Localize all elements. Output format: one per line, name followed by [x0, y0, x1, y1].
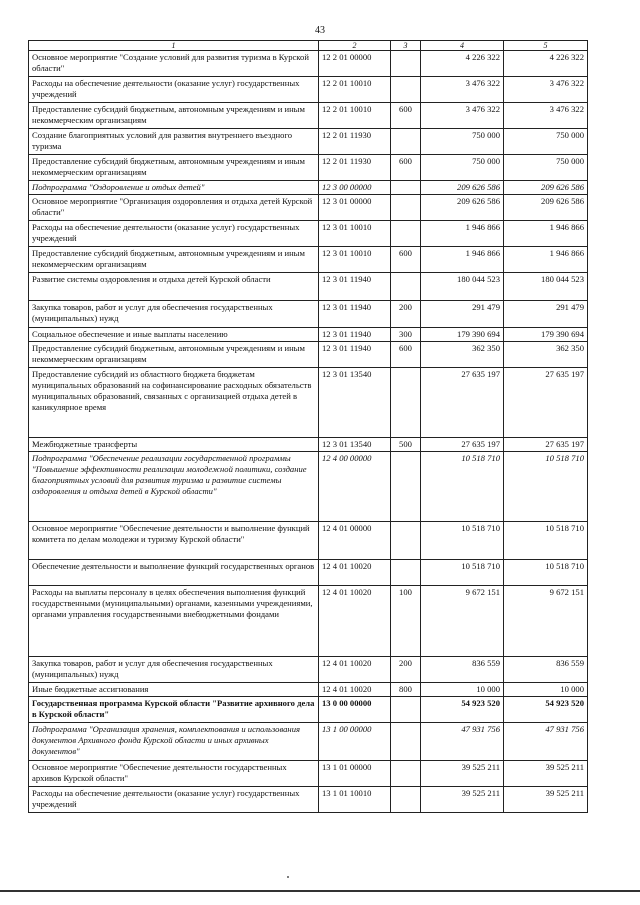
cell-sum-1: 1 946 866	[421, 221, 504, 247]
cell-sum-1: 1 946 866	[421, 247, 504, 273]
cell-sum-1: 39 525 211	[421, 761, 504, 787]
cell-sum-2: 209 626 586	[504, 195, 588, 221]
cell-code: 12 3 01 11940	[319, 328, 391, 342]
cell-name: Предоставление субсидий бюджетным, автономным учреждениям и иным некоммерческим организациям	[29, 342, 319, 368]
table-row	[29, 761, 588, 787]
header-col-sum-1: 4	[421, 41, 504, 51]
cell-vr	[391, 129, 421, 155]
cell-name: Расходы на выплаты персоналу в целях обеспечения выполнения функций государственными (муниципальными) органами, казенными учреждениями, органами управления государственными внебюджетными фондами	[29, 586, 319, 657]
table-row	[29, 77, 588, 103]
table-row	[29, 683, 588, 697]
table-row	[29, 368, 588, 438]
budget-table	[28, 40, 588, 813]
cell-sum-2: 39 525 211	[504, 787, 588, 813]
cell-sum-2: 362 350	[504, 342, 588, 368]
cell-name: Расходы на обеспечение деятельности (оказание услуг) государственных учреждений	[29, 77, 319, 103]
cell-name: Основное мероприятие "Организация оздоровления и отдыха детей Курской области"	[29, 195, 319, 221]
page-number: 43	[315, 25, 325, 36]
cell-code: 12 3 01 00000	[319, 195, 391, 221]
cell-sum-1: 10 518 710	[421, 522, 504, 560]
cell-code: 12 2 01 11930	[319, 129, 391, 155]
cell-code: 12 4 01 10020	[319, 560, 391, 586]
cell-sum-2: 27 635 197	[504, 368, 588, 438]
cell-vr: 100	[391, 586, 421, 657]
cell-sum-1: 10 518 710	[421, 452, 504, 522]
cell-code: 12 4 00 00000	[319, 452, 391, 522]
cell-code: 12 3 01 13540	[319, 438, 391, 452]
cell-name: Основное мероприятие "Обеспечение деятельности и выполнение функций комитета по делам молодежи и туризму Курской области"	[29, 522, 319, 560]
cell-vr	[391, 195, 421, 221]
cell-sum-1: 3 476 322	[421, 103, 504, 129]
cell-vr	[391, 77, 421, 103]
cell-sum-2: 27 635 197	[504, 438, 588, 452]
cell-sum-2: 54 923 520	[504, 697, 588, 723]
cell-vr: 600	[391, 342, 421, 368]
cell-sum-1: 180 044 523	[421, 273, 504, 301]
table-row	[29, 522, 588, 560]
cell-sum-1: 10 518 710	[421, 560, 504, 586]
cell-code: 12 2 01 10010	[319, 77, 391, 103]
cell-sum-1: 54 923 520	[421, 697, 504, 723]
cell-code: 12 4 01 10020	[319, 586, 391, 657]
cell-name: Подпрограмма "Оздоровление и отдых детей"	[29, 181, 319, 195]
table-row	[29, 452, 588, 522]
cell-code: 12 3 01 11940	[319, 301, 391, 328]
table-row	[29, 129, 588, 155]
table-row	[29, 697, 588, 723]
header-col-vr: 3	[391, 41, 421, 51]
cell-code: 12 4 01 10020	[319, 683, 391, 697]
table-row	[29, 155, 588, 181]
page-bottom-edge	[0, 890, 640, 892]
table-row	[29, 328, 588, 342]
cell-code: 12 3 01 10010	[319, 247, 391, 273]
cell-sum-1: 27 635 197	[421, 438, 504, 452]
cell-code: 13 1 01 10010	[319, 787, 391, 813]
cell-sum-1: 362 350	[421, 342, 504, 368]
cell-sum-1: 750 000	[421, 129, 504, 155]
cell-sum-2: 10 518 710	[504, 560, 588, 586]
cell-vr: 500	[391, 438, 421, 452]
table-row	[29, 586, 588, 657]
table-row	[29, 723, 588, 761]
cell-sum-2: 4 226 322	[504, 51, 588, 77]
cell-sum-1: 291 479	[421, 301, 504, 328]
cell-name: Расходы на обеспечение деятельности (оказание услуг) государственных учреждений	[29, 787, 319, 813]
cell-code: 12 4 01 10020	[319, 657, 391, 683]
cell-vr: 200	[391, 301, 421, 328]
cell-vr	[391, 51, 421, 77]
cell-vr	[391, 221, 421, 247]
cell-vr: 800	[391, 683, 421, 697]
cell-name: Предоставление субсидий бюджетным, автономным учреждениям и иным некоммерческим организациям	[29, 103, 319, 129]
cell-sum-2: 291 479	[504, 301, 588, 328]
cell-sum-2: 9 672 151	[504, 586, 588, 657]
cell-sum-2: 39 525 211	[504, 761, 588, 787]
cell-name: Основное мероприятие "Создание условий для развития туризма в Курской области"	[29, 51, 319, 77]
table-row	[29, 181, 588, 195]
cell-code: 13 1 00 00000	[319, 723, 391, 761]
cell-name: Предоставление субсидий бюджетным, автономным учреждениям и иным некоммерческим организациям	[29, 155, 319, 181]
cell-code: 12 2 01 00000	[319, 51, 391, 77]
cell-vr	[391, 452, 421, 522]
cell-sum-2: 3 476 322	[504, 77, 588, 103]
cell-sum-2: 1 946 866	[504, 247, 588, 273]
table-row	[29, 103, 588, 129]
table-row	[29, 560, 588, 586]
cell-name: Обеспечение деятельности и выполнение функций государственных органов	[29, 560, 319, 586]
cell-sum-2: 10 518 710	[504, 452, 588, 522]
cell-name: Развитие системы оздоровления и отдыха детей Курской области	[29, 273, 319, 301]
cell-vr	[391, 723, 421, 761]
cell-vr	[391, 761, 421, 787]
cell-sum-1: 9 672 151	[421, 586, 504, 657]
cell-sum-1: 47 931 756	[421, 723, 504, 761]
cell-sum-1: 3 476 322	[421, 77, 504, 103]
cell-name: Закупка товаров, работ и услуг для обеспечения государственных (муниципальных) нужд	[29, 301, 319, 328]
cell-name: Создание благоприятных условий для развития внутреннего въездного туризма	[29, 129, 319, 155]
cell-vr: 600	[391, 103, 421, 129]
cell-vr	[391, 697, 421, 723]
cell-code: 13 0 00 00000	[319, 697, 391, 723]
cell-sum-1: 27 635 197	[421, 368, 504, 438]
cell-sum-1: 179 390 694	[421, 328, 504, 342]
header-col-code: 2	[319, 41, 391, 51]
cell-name: Предоставление субсидий бюджетным, автономным учреждениям и иным некоммерческим организациям	[29, 247, 319, 273]
cell-vr: 300	[391, 328, 421, 342]
cell-name: Иные бюджетные ассигнования	[29, 683, 319, 697]
table-row	[29, 342, 588, 368]
cell-name: Межбюджетные трансферты	[29, 438, 319, 452]
cell-vr	[391, 522, 421, 560]
table-row	[29, 438, 588, 452]
scan-speck	[287, 876, 289, 878]
cell-sum-2: 209 626 586	[504, 181, 588, 195]
cell-vr	[391, 560, 421, 586]
cell-sum-2: 47 931 756	[504, 723, 588, 761]
table-row	[29, 195, 588, 221]
table-body	[29, 51, 588, 813]
cell-sum-1: 836 559	[421, 657, 504, 683]
cell-name: Социальное обеспечение и иные выплаты населению	[29, 328, 319, 342]
cell-sum-1: 209 626 586	[421, 195, 504, 221]
cell-sum-2: 10 518 710	[504, 522, 588, 560]
cell-sum-1: 4 226 322	[421, 51, 504, 77]
cell-code: 12 2 01 11930	[319, 155, 391, 181]
cell-vr	[391, 787, 421, 813]
table-row	[29, 273, 588, 301]
cell-code: 12 4 01 00000	[319, 522, 391, 560]
table-row	[29, 221, 588, 247]
cell-sum-2: 10 000	[504, 683, 588, 697]
cell-name: Предоставление субсидий из областного бюджета бюджетам муниципальных образований на софинансирование расходных обязательств муниципальных образований, связанных с организацией отдыха детей в каникулярное время	[29, 368, 319, 438]
cell-vr	[391, 368, 421, 438]
header-col-name: 1	[29, 41, 319, 51]
cell-vr: 600	[391, 155, 421, 181]
cell-name: Подпрограмма "Организация хранения, комплектования и использования документов Архивного фонда Курской области и иных архивных документов"	[29, 723, 319, 761]
table-row	[29, 301, 588, 328]
table-row	[29, 787, 588, 813]
cell-sum-1: 209 626 586	[421, 181, 504, 195]
header-col-sum-2: 5	[504, 41, 588, 51]
cell-name: Основное мероприятие "Обеспечение деятельности государственных архивов Курской области"	[29, 761, 319, 787]
cell-code: 12 3 01 13540	[319, 368, 391, 438]
table-row	[29, 657, 588, 683]
cell-sum-2: 836 559	[504, 657, 588, 683]
table-row	[29, 51, 588, 77]
cell-code: 12 2 01 10010	[319, 103, 391, 129]
header-row	[29, 41, 588, 51]
cell-name: Подпрограмма "Обеспечение реализации государственной программы "Повышение эффективности реализации молодежной политики, создание благоприятных условий для развития туризма и развитие системы оздоровления и отдыха детей в Курской области"	[29, 452, 319, 522]
cell-sum-1: 10 000	[421, 683, 504, 697]
cell-name: Расходы на обеспечение деятельности (оказание услуг) государственных учреждений	[29, 221, 319, 247]
cell-sum-1: 750 000	[421, 155, 504, 181]
cell-sum-2: 1 946 866	[504, 221, 588, 247]
cell-vr	[391, 181, 421, 195]
cell-code: 13 1 01 00000	[319, 761, 391, 787]
cell-sum-2: 180 044 523	[504, 273, 588, 301]
table-row	[29, 247, 588, 273]
cell-vr	[391, 273, 421, 301]
cell-vr: 600	[391, 247, 421, 273]
cell-sum-2: 750 000	[504, 129, 588, 155]
cell-code: 12 3 01 10010	[319, 221, 391, 247]
cell-code: 12 3 01 11940	[319, 342, 391, 368]
cell-sum-2: 179 390 694	[504, 328, 588, 342]
cell-code: 12 3 01 11940	[319, 273, 391, 301]
cell-sum-1: 39 525 211	[421, 787, 504, 813]
cell-code: 12 3 00 00000	[319, 181, 391, 195]
cell-vr: 200	[391, 657, 421, 683]
cell-sum-2: 3 476 322	[504, 103, 588, 129]
cell-sum-2: 750 000	[504, 155, 588, 181]
cell-name: Государственная программа Курской области "Развитие архивного дела в Курской области"	[29, 697, 319, 723]
cell-name: Закупка товаров, работ и услуг для обеспечения государственных (муниципальных) нужд	[29, 657, 319, 683]
